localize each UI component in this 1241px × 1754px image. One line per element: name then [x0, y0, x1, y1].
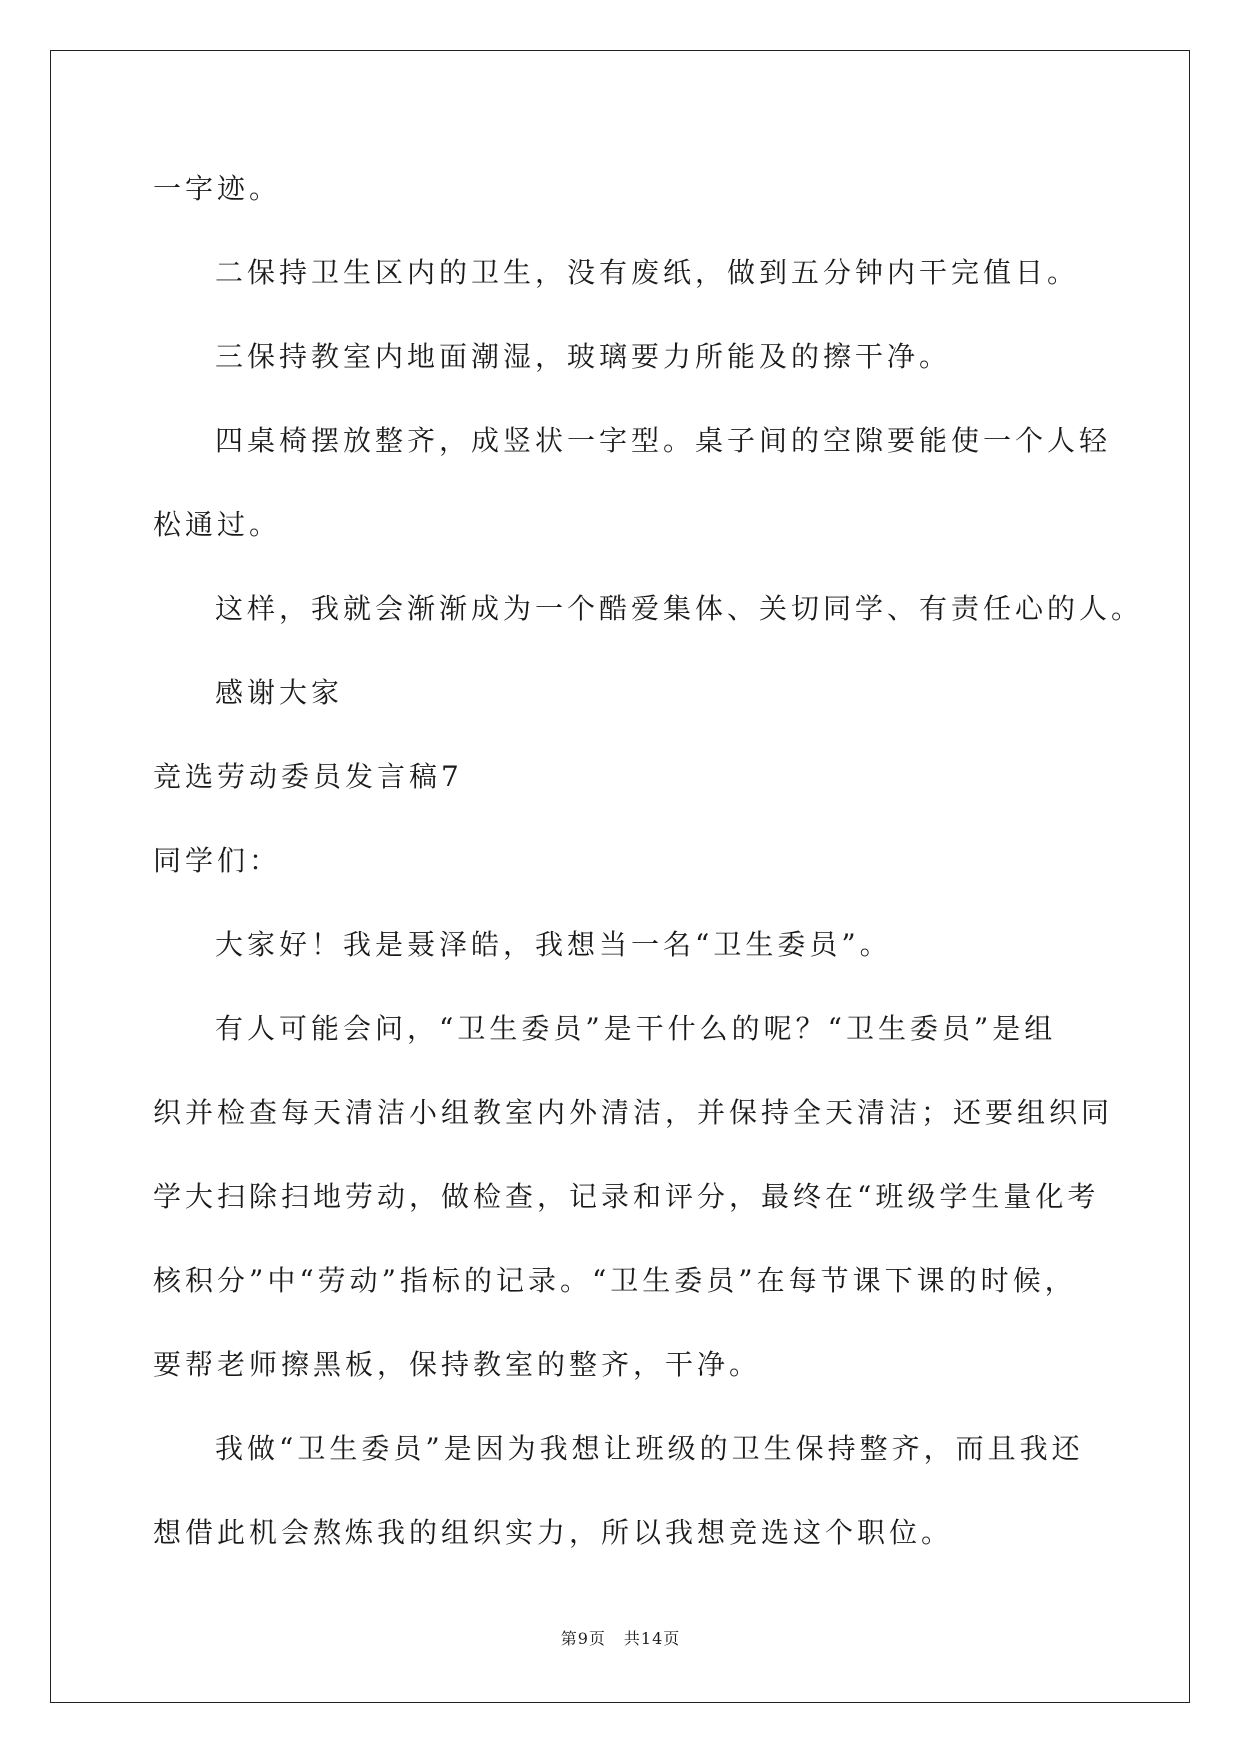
salutation: 同学们： — [153, 844, 282, 877]
text-line: 这样，我就会渐渐成为一个酷爱集体、关切同学、有责任心的人。 — [215, 592, 1144, 625]
text-line: 学大扫除扫地劳动，做检查，记录和评分，最终在“班级学生量化考 — [153, 1180, 1100, 1213]
text-line: 我做“卫生委员”是因为我想让班级的卫生保持整齐，而且我还 — [215, 1432, 1084, 1465]
text-line: 想借此机会熬炼我的组织实力，所以我想竞选这个职位。 — [153, 1516, 954, 1549]
text-line: 一字迹。 — [153, 172, 282, 205]
text-line: 松通过。 — [153, 508, 282, 541]
page-footer — [0, 1627, 1241, 1651]
section-heading: 竞选劳动委员发言稿7 — [153, 760, 463, 793]
text-line: 织并检查每天清洁小组教室内外清洁，并保持全天清洁；还要组织同 — [153, 1096, 1114, 1129]
closing-text: 感谢大家 — [215, 676, 344, 709]
text-line: 三保持教室内地面潮湿，玻璃要力所能及的擦干净。 — [215, 340, 952, 373]
text-line: 大家好！我是聂泽皓，我想当一名“卫生委员”。 — [215, 928, 892, 961]
text-line: 核积分”中“劳动”指标的记录。“卫生委员”在每节课下课的时候， — [153, 1264, 1077, 1297]
page-number: 第9页 — [560, 1629, 606, 1648]
text-line: 二保持卫生区内的卫生，没有废纸，做到五分钟内干完值日。 — [215, 256, 1080, 289]
page-total: 共14页 — [623, 1629, 681, 1648]
text-line: 四桌椅摆放整齐，成竖状一字型。桌子间的空隙要能使一个人轻 — [215, 424, 1112, 457]
text-line: 要帮老师擦黑板，保持教室的整齐，干净。 — [153, 1348, 762, 1381]
text-line: 有人可能会问，“卫生委员”是干什么的呢？“卫生委员”是组 — [215, 1012, 1057, 1045]
